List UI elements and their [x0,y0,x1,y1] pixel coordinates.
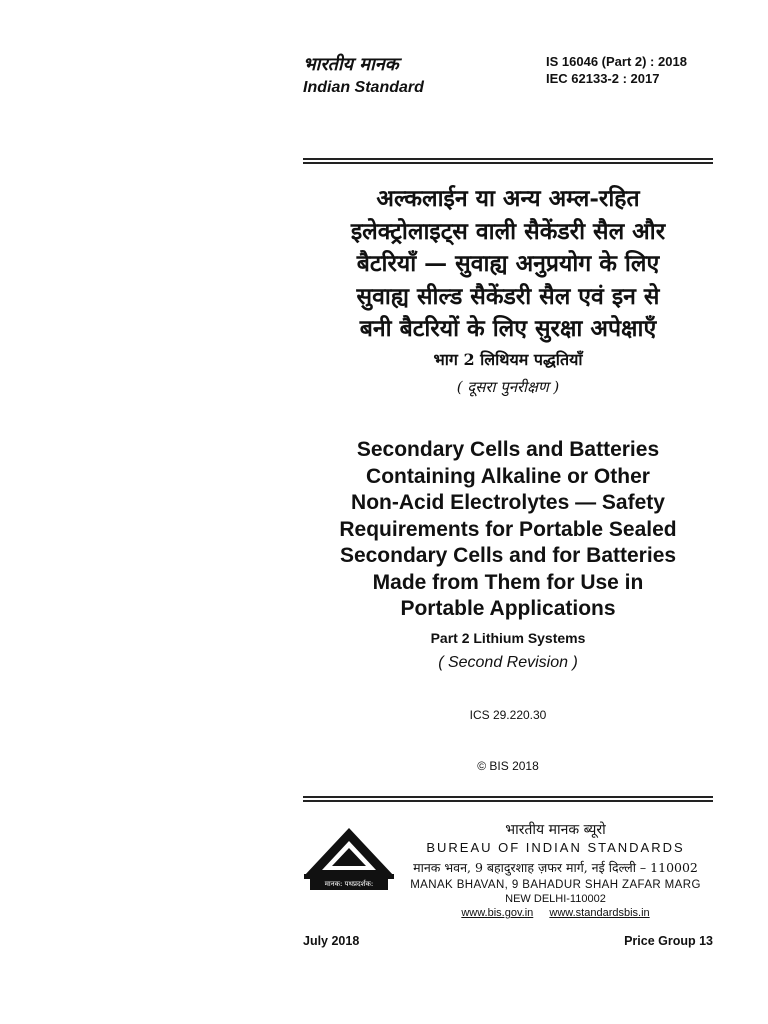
bottom-divider [303,796,713,804]
publisher-block [398,820,713,921]
hindi-title-line: इलेक्ट्रोलाइट्स वाली सैकेंडरी सैल और [350,217,666,245]
website-link-bis[interactable]: www.bis.gov.in [461,907,534,919]
iec-number: IEC 62133-2 : 2017 [546,71,660,86]
english-title-line: Made from Them for Use in [372,570,644,594]
english-title [303,437,713,623]
hindi-title-line: बैटरियाँ — सुवाह्य अनुप्रयोग के लिए [356,250,660,277]
english-part: Part 2 Lithium Systems [430,630,586,646]
hindi-standard-label: भारतीय मानक [303,54,399,75]
english-title-line: Secondary Cells and for Batteries [339,544,677,567]
publication-date: July 2018 [303,934,360,948]
hindi-revision: ( दूसरा पुनरीक्षण ) [456,378,560,396]
ics-code: ICS 29.220.30 [469,708,547,722]
hindi-title-line: सुवाह्य सील्ड सैकेंडरी सैल एवं इन से [356,282,660,310]
publisher-address-line1: MANAK BHAVAN, 9 BAHADUR SHAH ZAFAR MARG [410,879,701,891]
english-title-line: Portable Applications [400,597,616,620]
publisher-hindi-address: मानक भवन, 9 बहादुरशाह ज़फर मार्ग, नई दिल्ली – 110002 [413,860,698,875]
publisher-english-name: BUREAU OF INDIAN STANDARDS [426,840,685,855]
english-title-line: Containing Alkaline or Other [366,464,650,488]
hindi-title-line: अल्कलाईन या अन्य अम्ल-रहित [376,185,640,212]
english-title-line: Non-Acid Electrolytes — Safety [351,491,665,514]
copyright: © BIS 2018 [477,759,539,773]
website-link-standardsbis[interactable]: www.standardsbis.in [549,907,650,919]
standard-number: IS 16046 (Part 2) : 2018 [546,54,687,69]
hindi-title [303,183,713,346]
english-revision: ( Second Revision ) [438,654,578,671]
price-group: Price Group 13 [624,934,713,948]
top-divider [303,158,713,166]
hindi-title-line: बनी बैटरियों के लिए सुरक्षा अपेक्षाएँ [359,315,657,342]
publisher-hindi-name: भारतीय मानक ब्यूरो [505,822,606,838]
english-title-line: Secondary Cells and Batteries [356,438,660,461]
website-links [398,907,713,921]
indian-standard-label: Indian Standard [303,79,424,96]
bis-logo-text: मानक: पथप्रदर्शक: [324,880,374,888]
hindi-part: भाग 2 लिथियम पद्धतियाँ [433,350,583,369]
publisher-address-line2: NEW DELHI-110002 [505,893,606,905]
english-title-line: Requirements for Portable Sealed [339,517,677,541]
